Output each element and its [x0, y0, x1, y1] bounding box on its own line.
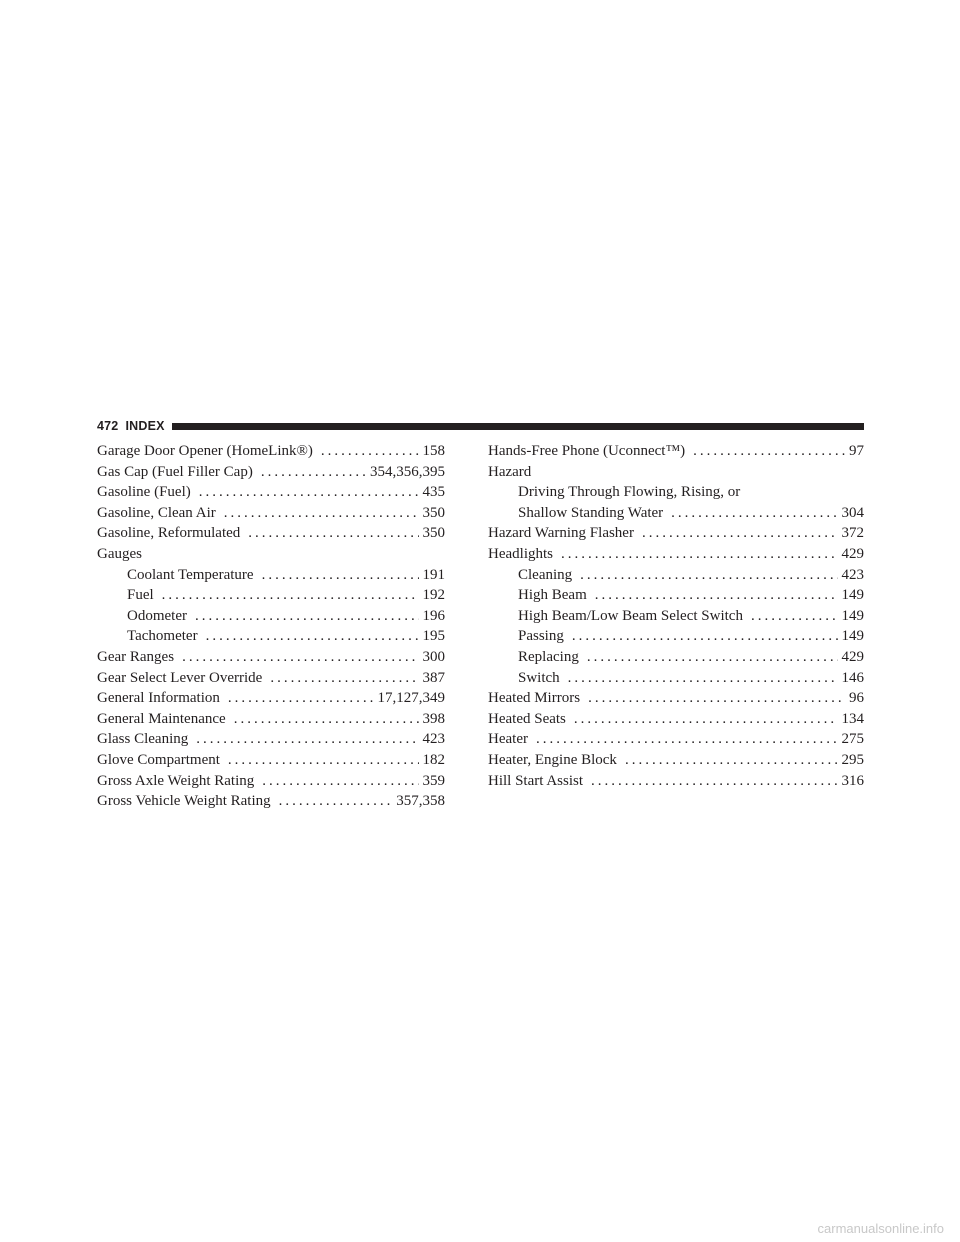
- index-entry-label: Gross Vehicle Weight Rating: [97, 793, 271, 810]
- index-entry-label: Hands-Free Phone (Uconnect™): [488, 443, 686, 459]
- index-entry-label: Hazard Warning Flasher: [488, 525, 634, 542]
- index-entry-label: Heater: [488, 731, 528, 748]
- index-entry: [97, 771, 445, 792]
- index-entry-label: Coolant Temperature: [127, 566, 254, 583]
- index-entry: [97, 482, 445, 503]
- dot-leader: [228, 688, 374, 709]
- index-entry: [488, 647, 864, 668]
- dot-leader: [321, 441, 419, 462]
- index-entry: [488, 709, 864, 730]
- index-entry: [97, 503, 445, 524]
- dot-leader: [580, 565, 837, 586]
- index-entry-label: Tachometer: [127, 628, 198, 645]
- index-entry-label: Driving Through Flowing, Rising, or: [518, 484, 741, 501]
- index-entry: [97, 606, 445, 627]
- index-entry: [488, 606, 864, 627]
- index-column-left: [97, 441, 445, 812]
- index-entry: [488, 462, 864, 483]
- dot-leader: [642, 523, 838, 544]
- index-entry: [97, 688, 445, 709]
- index-entry: [97, 462, 445, 483]
- dot-leader: [279, 791, 393, 812]
- index-entry: [488, 668, 864, 689]
- index-entry-label: Gasoline, Reformulated: [97, 525, 241, 542]
- index-entry: [488, 544, 864, 565]
- index-entry: [488, 729, 864, 750]
- index-entry-page: 387: [422, 669, 445, 686]
- index-entry-page: 372: [841, 525, 864, 542]
- dot-leader: [751, 606, 838, 627]
- index-entry-label: Glove Compartment: [97, 751, 220, 768]
- index-entry-page: 350: [422, 504, 445, 521]
- dot-leader: [561, 544, 838, 565]
- index-entry-page: 158: [422, 443, 445, 459]
- index-entry-page: 149: [841, 587, 864, 604]
- index-entry: [488, 565, 864, 586]
- index-entry: [488, 503, 864, 524]
- index-entry: [488, 626, 864, 647]
- dot-leader: [224, 503, 419, 524]
- dot-leader: [195, 606, 419, 627]
- dot-leader: [248, 523, 418, 544]
- index-entry-label: Headlights: [488, 545, 553, 562]
- index-entry-label: Gasoline (Fuel): [97, 484, 191, 501]
- index-entry: [488, 523, 864, 544]
- index-entry: [97, 729, 445, 750]
- index-entry: [97, 585, 445, 606]
- index-entry-page: 97: [849, 443, 864, 459]
- index-entry-page: 149: [841, 628, 864, 645]
- index-entry-page: 196: [422, 607, 445, 624]
- index-entry-label: Gear Ranges: [97, 648, 175, 665]
- index-entry-label: Passing: [518, 628, 564, 645]
- dot-leader: [262, 771, 418, 792]
- dot-leader: [162, 585, 419, 606]
- index-entry-label: High Beam/Low Beam Select Switch: [518, 607, 743, 624]
- index-entry-label: Gear Select Lever Override: [97, 669, 263, 686]
- index-entry-page: 146: [841, 669, 864, 686]
- index-entry-page: 191: [422, 566, 445, 583]
- index-entry-page: 149: [841, 607, 864, 624]
- index-entry-page: 195: [422, 628, 445, 645]
- dot-leader: [228, 750, 419, 771]
- index-entry-page: 300: [422, 648, 445, 665]
- index-entry-label: Hill Start Assist: [488, 772, 584, 789]
- index-entry-page: 17,127,349: [377, 690, 445, 707]
- index-entry-label: Gasoline, Clean Air: [97, 504, 216, 521]
- index-entry-label: Garage Door Opener (HomeLink®): [97, 443, 313, 459]
- dot-leader: [270, 668, 418, 689]
- dot-leader: [536, 729, 838, 750]
- index-entry-page: 182: [422, 751, 445, 768]
- index-entry-label: Heated Mirrors: [488, 690, 581, 707]
- watermark: carmanualsonline.info: [817, 1221, 944, 1236]
- index-entry-label: General Maintenance: [97, 710, 226, 727]
- dot-leader: [262, 565, 419, 586]
- index-entry-label: Heater, Engine Block: [488, 751, 617, 768]
- page-number: 472: [97, 419, 119, 433]
- index-entry: [97, 647, 445, 668]
- index-entry-page: 423: [422, 731, 445, 748]
- index-entry-page: 435: [422, 484, 445, 501]
- index-entry-page: 96: [849, 690, 864, 707]
- dot-leader: [625, 750, 838, 771]
- dot-leader: [588, 688, 845, 709]
- index-entry: [488, 750, 864, 771]
- index-entry-page: 354,356,395: [370, 463, 445, 480]
- index-entry: [97, 544, 445, 565]
- index-entry-label: Fuel: [127, 587, 154, 604]
- index-entry-page: 357,358: [396, 793, 445, 810]
- dot-leader: [572, 626, 838, 647]
- index-entry: [488, 441, 864, 462]
- dot-leader: [196, 729, 418, 750]
- dot-leader: [574, 709, 838, 730]
- index-entry: [97, 709, 445, 730]
- index-entry-label: Switch: [518, 669, 560, 686]
- index-entry-page: 429: [841, 545, 864, 562]
- index-entry-page: 423: [841, 566, 864, 583]
- dot-leader: [182, 647, 418, 668]
- dot-leader: [587, 647, 838, 668]
- dot-leader: [671, 503, 837, 524]
- index-entry: [97, 750, 445, 771]
- index-entry-label: Cleaning: [518, 566, 573, 583]
- index-entry: [97, 668, 445, 689]
- index-entry-label: Shallow Standing Water: [518, 504, 664, 521]
- index-entry: [488, 585, 864, 606]
- index-entry-label: Glass Cleaning: [97, 731, 189, 748]
- index-entry-label: Replacing: [518, 648, 579, 665]
- index-entry-page: 295: [841, 751, 864, 768]
- index-entry: [488, 482, 864, 503]
- dot-leader: [206, 626, 419, 647]
- dot-leader: [234, 709, 419, 730]
- index-entry-page: 316: [841, 772, 864, 789]
- index-entry-page: 429: [841, 648, 864, 665]
- index-entry-label: Hazard: [488, 463, 532, 480]
- index-entry-page: 134: [841, 710, 864, 727]
- header-rule: [172, 423, 864, 430]
- index-entry-page: 359: [422, 772, 445, 789]
- dot-leader: [568, 668, 838, 689]
- index-entry: [97, 626, 445, 647]
- index-entry-label: Heated Seats: [488, 710, 566, 727]
- index-entry: [488, 771, 864, 792]
- page-header: [97, 417, 864, 435]
- index-entry-page: 350: [422, 525, 445, 542]
- index-entry: [97, 441, 445, 462]
- index-entry-page: 398: [422, 710, 445, 727]
- index-entry: [97, 565, 445, 586]
- index-entry-page: 304: [841, 504, 864, 521]
- dot-leader: [693, 441, 845, 462]
- index-entry-page: 275: [841, 731, 864, 748]
- index-entry-label: General Information: [97, 690, 220, 707]
- index-entry: [97, 523, 445, 544]
- index-entry-label: Odometer: [127, 607, 187, 624]
- dot-leader: [591, 771, 837, 792]
- dot-leader: [595, 585, 838, 606]
- index-column-right: [488, 441, 864, 791]
- index-entry: [97, 791, 445, 812]
- dot-leader: [199, 482, 419, 503]
- section-title: INDEX: [125, 419, 165, 433]
- index-entry-label: Gauges: [97, 545, 142, 562]
- index-entry-label: Gross Axle Weight Rating: [97, 772, 255, 789]
- index-entry: [488, 688, 864, 709]
- index-entry-page: 192: [422, 587, 445, 604]
- index-entry-label: Gas Cap (Fuel Filler Cap): [97, 463, 253, 480]
- dot-leader: [261, 462, 366, 483]
- index-entry-label: High Beam: [518, 587, 587, 604]
